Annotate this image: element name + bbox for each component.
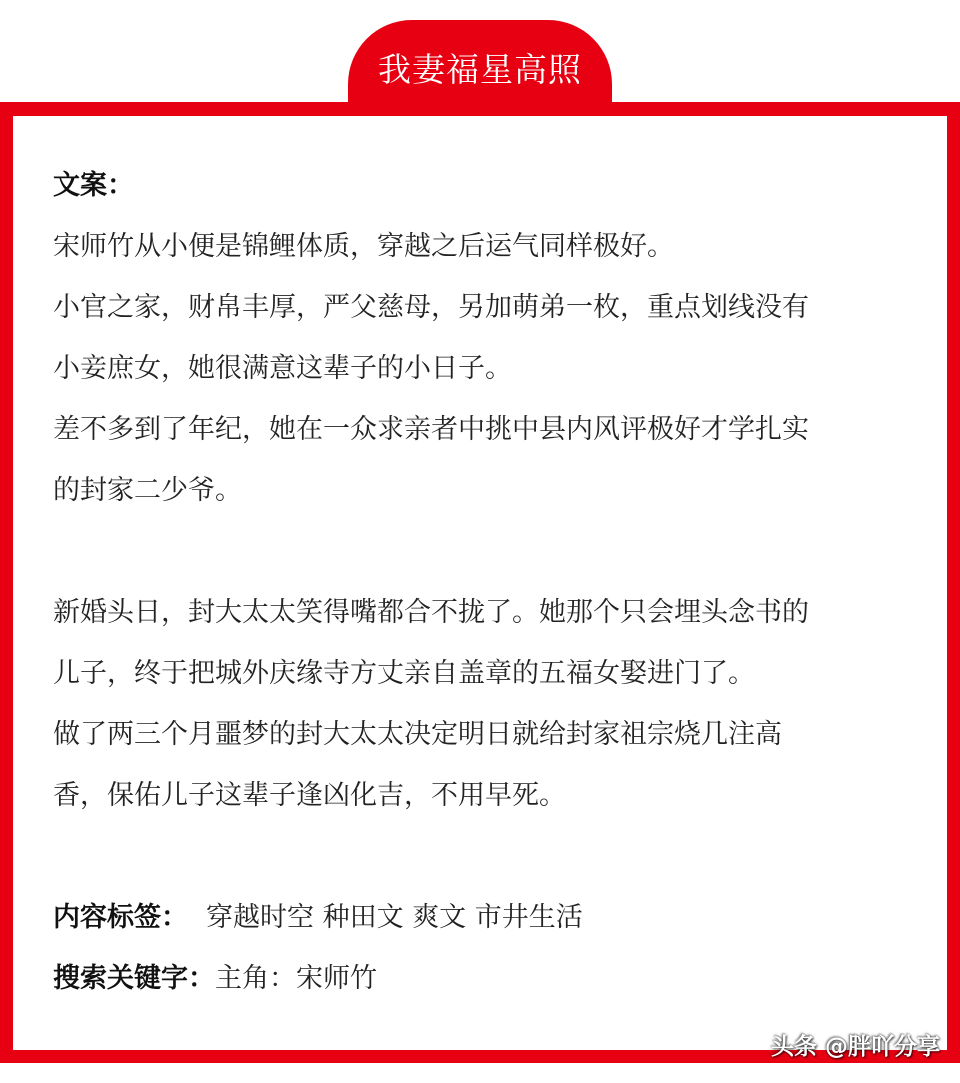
tag-item: 穿越时空 bbox=[206, 902, 314, 933]
keywords-label: 搜索关键字： bbox=[53, 963, 215, 994]
synopsis-line: 宋师竹从小便是锦鲤体质，穿越之后运气同样极好。 bbox=[53, 231, 674, 262]
synopsis-line: 香，保佑儿子这辈子逢凶化吉，不用早死。 bbox=[53, 780, 566, 811]
synopsis-line: 儿子，终于把城外庆缘寺方丈亲自盖章的五福女娶进门了。 bbox=[53, 658, 755, 689]
watermark-text: 头条 @胖吖分享 bbox=[770, 1034, 940, 1060]
synopsis-line: 小官之家，财帛丰厚，严父慈母，另加萌弟一枚，重点划线没有 bbox=[53, 292, 809, 323]
synopsis-line: 做了两三个月噩梦的封大太太决定明日就给封家祖宗烧几注高 bbox=[53, 719, 782, 750]
synopsis-line: 新婚头日，封大太太笑得嘴都合不拢了。她那个只会埋头念书的 bbox=[53, 597, 809, 628]
synopsis-line: 的封家二少爷。 bbox=[53, 475, 242, 506]
synopsis-line: 差不多到了年纪，她在一众求亲者中挑中县内风评极好才学扎实 bbox=[53, 414, 809, 445]
synopsis-label: 文案： bbox=[53, 170, 134, 201]
tag-item: 市井生活 bbox=[474, 902, 583, 933]
book-title: 我妻福星高照 bbox=[378, 50, 582, 89]
tag-item: 爽文 bbox=[412, 902, 467, 933]
tag-item: 种田文 bbox=[322, 902, 404, 933]
keywords-value: 主角：宋师竹 bbox=[215, 963, 377, 994]
keywords-row bbox=[53, 959, 377, 999]
tags-row bbox=[53, 898, 583, 938]
tags-label: 内容标签： bbox=[53, 902, 188, 933]
synopsis-line: 小妾庶女，她很满意这辈子的小日子。 bbox=[53, 353, 512, 384]
